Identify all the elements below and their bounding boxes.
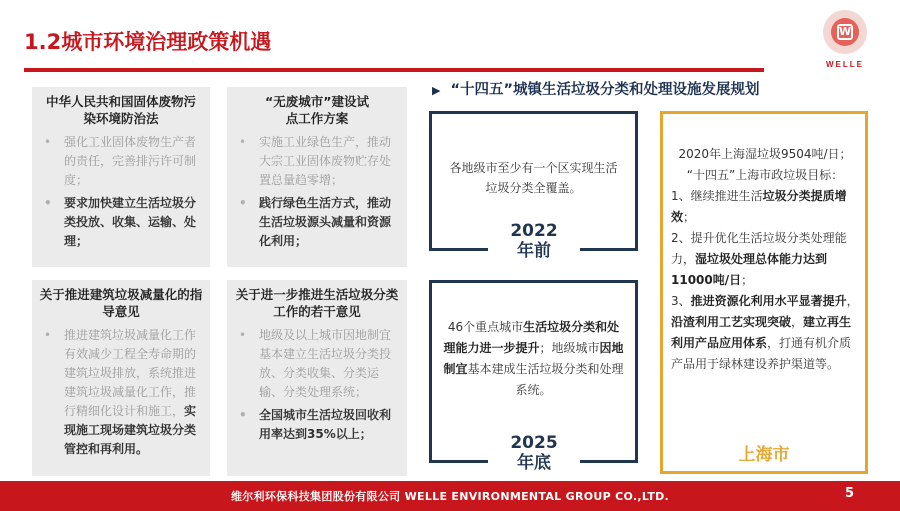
year-number: 2025: [510, 433, 558, 453]
list-item: • 地级及以上城市因地制宜基本建立生活垃圾分类投放、分类收集、分类运输、分类处理系统；: [235, 326, 399, 402]
card-list: [32, 320, 210, 459]
text-line: “十四五”上海市政垃圾目标：: [686, 168, 844, 182]
list-item-text: 推进建筑垃圾减量化工作有效减少工程全寿命期的建筑垃圾排放，系统推进建筑垃圾减量化工作，推行精细化设计和施工，: [64, 328, 197, 418]
text-bold: 生活垃圾分类和处理能力进一步提升: [443, 320, 620, 355]
text-part: 46个重点城市: [447, 320, 524, 334]
list-item: • 全国城市生活垃圾回收利用率达到35%以上；: [235, 406, 399, 444]
text-part: 2、提升优化生活垃圾分类处理能力，: [671, 231, 847, 266]
text-part: ，: [791, 315, 804, 329]
shanghai-box: [660, 111, 868, 474]
plan-title: [432, 78, 760, 99]
text-part: ，打通有机介质产品用于绿林建设养护渠道等。: [671, 336, 852, 371]
policy-card-solid-waste-law: [32, 87, 210, 267]
card-list: [227, 320, 407, 444]
policy-card-waste-sorting-opinions: [227, 280, 407, 476]
shanghai-text: [671, 144, 859, 375]
triangle-right-icon: ▶: [432, 84, 441, 97]
text-part: ，: [846, 294, 859, 308]
text-line: [671, 291, 859, 375]
card-list: [32, 127, 210, 251]
text-bold: 建立再生利用产品应用体系: [671, 315, 852, 350]
milestone-text: 各地级市至少有一个区实现生活垃圾分类全覆盖。: [449, 161, 618, 195]
card-list: [227, 127, 407, 251]
text-part: ；: [741, 273, 754, 287]
card-title: 关于推进建筑垃圾减量化的指导意见: [39, 287, 203, 319]
logo-badge: W: [839, 25, 852, 38]
shanghai-label: 上海市: [721, 443, 807, 467]
policy-card-zero-waste-city: [227, 87, 407, 267]
list-item: [40, 326, 202, 459]
text-bold: 因地制宜: [443, 341, 624, 376]
milestone-year-2022: [488, 221, 580, 261]
milestone-text: [442, 317, 625, 401]
list-item-highlight: 实现施工现场建筑垃圾分类管控和再利用。: [64, 404, 197, 456]
policy-card-construction-waste: [32, 280, 210, 476]
list-item: • 实施工业绿色生产，推动大宗工业固体废物贮存处置总量趋零增；: [235, 133, 399, 190]
page-number: 5: [844, 486, 854, 501]
footer-bar: [0, 481, 900, 511]
text-line: [671, 228, 859, 291]
text-bold: 推进资源化利用水平显著提升: [690, 294, 847, 308]
year-suffix: 年前: [517, 241, 551, 261]
list-item: • 要求加快建立生活垃圾分类投放、收集、运输、处理；: [40, 194, 202, 251]
card-title: 关于进一步推进生活垃圾分类工作的若干意见: [235, 287, 399, 319]
company-logo: [813, 8, 877, 80]
text-bold: 沿渣利用工艺实现突破: [671, 315, 792, 329]
plan-title-text: “十四五”城镇生活垃圾分类和处理设施发展规划: [450, 82, 760, 98]
milestone-year-2025: [488, 433, 580, 473]
text-part: 1、继续推进生活: [671, 189, 763, 203]
text-line: [671, 186, 859, 228]
list-item: • 践行绿色生活方式，推动生活垃圾源头减量和资源化利用；: [235, 194, 399, 251]
text-part: ；地级城市: [539, 341, 600, 355]
text-part: ；: [683, 210, 696, 224]
year-suffix: 年底: [517, 453, 551, 473]
footer-company: 维尔利环保科技集团股份有限公司 WELLE ENVIRONMENTAL GROUP CO.,LTD.: [230, 490, 670, 503]
card-title: “无废城市”建设试点工作方案: [265, 94, 369, 126]
year-number: 2022: [510, 221, 558, 241]
text-line: 2020年上海湿垃圾9504吨/日；: [678, 147, 852, 161]
text-part: 3、: [671, 294, 691, 308]
text-part: 基本建成生活垃圾分类和处理系统。: [467, 362, 624, 397]
title-underline: [24, 68, 764, 72]
text-bold: 湿垃圾处理总体能力达到11000吨/日: [671, 252, 828, 287]
page-title: 1.2城市环境治理政策机遇: [24, 30, 272, 54]
text-bold: 垃圾分类提质增效: [671, 189, 847, 224]
list-item: • 强化工业固体废物生产者的责任，完善排污许可制度；: [40, 133, 202, 190]
card-title: 中华人民共和国固体废物污染环境防治法: [45, 94, 196, 126]
logo-text: WELLE: [826, 60, 864, 69]
